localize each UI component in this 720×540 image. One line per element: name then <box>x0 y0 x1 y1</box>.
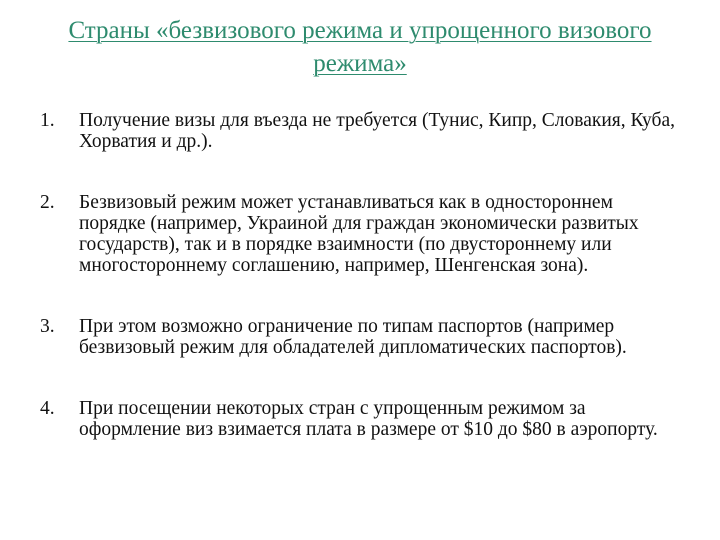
list-item-number: 2. <box>40 192 55 213</box>
list-item-number: 4. <box>40 398 55 419</box>
list-item-text: Получение визы для въезда не требуется (Тунис, Кипр, Словакия, Куба, Хорватия и др.). <box>79 110 675 152</box>
numbered-list <box>40 110 680 480</box>
list-item <box>40 316 680 358</box>
list-item-text: При этом возможно ограничение по типам паспортов (например безвизовый режим для обладателей дипломатических паспортов). <box>79 316 627 358</box>
list-item-number: 3. <box>40 316 55 337</box>
list-item <box>40 398 680 440</box>
slide-title: Страны «безвизового режима и упрощенного визового режима» <box>68 17 652 77</box>
list-item-text: Безвизовый режим может устанавливаться как в одностороннем порядке (например, Украиной для граждан экономически развитых государств), так и в порядке взаимности (по двустороннему или многостороннему соглашению, например, Шенгенская зона). <box>79 192 639 276</box>
list-item-number: 1. <box>40 110 55 131</box>
list-item-text: При посещении некоторых стран с упрощенным режимом за оформление виз взимается плата в размере от $10 до $80 в аэропорту. <box>79 398 658 440</box>
list-item <box>40 110 680 152</box>
list-item <box>40 192 680 276</box>
